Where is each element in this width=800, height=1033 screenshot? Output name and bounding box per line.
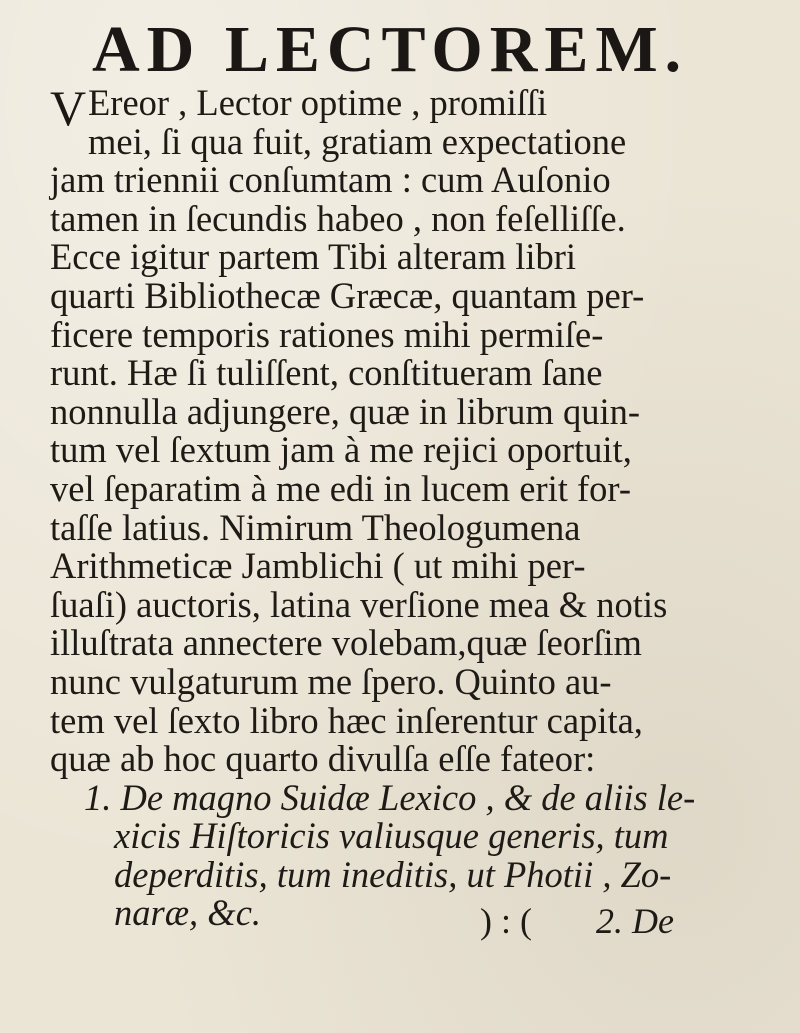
text-line: runt. Hæ ſi tuliſſent, conſtitueram ſane xyxy=(50,352,603,394)
text-line: ſuaſi) auctoris, latina verſione mea & notis xyxy=(50,583,668,625)
list-item-line: deperditis, tum ineditis, ut Photii , Zo- xyxy=(114,853,672,895)
catchword: 2. De xyxy=(595,901,674,941)
body-text xyxy=(50,80,760,934)
text-line: quarti Bibliothecæ Græcæ, quantam per- xyxy=(50,274,645,316)
text-line: tem vel ſexto libro hæc inſerentur capita, xyxy=(50,699,643,741)
text-line: nunc vulgaturum me ſpero. Quinto au- xyxy=(50,660,612,702)
text-line: Ecce igitur partem Tibi alteram libri xyxy=(50,236,577,278)
text-line: jam triennii conſumtam : cum Auſonio xyxy=(50,159,611,201)
text-line: vel ſeparatim à me edi in lucem erit for- xyxy=(50,467,631,509)
signature-mark: ) : ( xyxy=(480,901,532,941)
drop-cap: V xyxy=(50,80,87,136)
list-item-line: 1. De magno Suidæ Lexico , & de aliis le- xyxy=(84,776,696,818)
list-item-line: naræ, &c. xyxy=(114,892,262,934)
catchline xyxy=(480,902,760,940)
text-line: Ereor , Lector optime , promiſſi xyxy=(88,82,548,123)
list-item-line: xicis Hiſtoricis valiusque generis, tum xyxy=(114,815,669,857)
text-line: illuſtrata annectere volebam,quæ ſeorſim xyxy=(50,622,642,664)
text-line: Arithmeticæ Jamblichi ( ut mihi per- xyxy=(50,545,586,587)
page-heading: AD LECTOREM. xyxy=(92,13,689,86)
text-line: ficere temporis rationes mihi permiſe- xyxy=(50,313,604,355)
text-line: tamen in ſecundis habeo , non feſelliſſe. xyxy=(50,197,626,239)
text-line: taſſe latius. Nimirum Theologumena xyxy=(50,506,581,548)
text-line: quæ ab hoc quarto divulſa eſſe fateor: xyxy=(50,738,596,780)
text-line-first xyxy=(50,80,760,136)
text-line: tum vel ſextum jam à me rejici oportuit, xyxy=(50,429,632,471)
text-line: mei, ſi qua fuit, gratiam expectatione xyxy=(88,120,627,162)
text-line: nonnulla adjungere, quæ in librum quin- xyxy=(50,390,640,432)
